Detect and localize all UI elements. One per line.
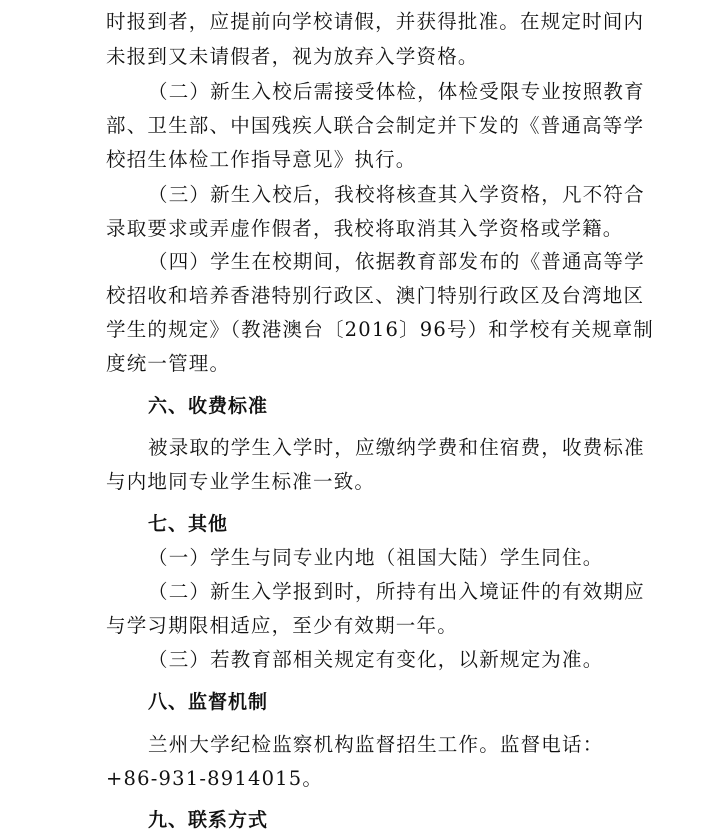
paragraph-line: 部、卫生部、中国残疾人联合会制定并下发的《普通高等学 — [106, 114, 645, 137]
section-heading-supervision: 八、监督机制 — [148, 691, 269, 713]
phone-number: +86-931-8914015。 — [106, 767, 324, 790]
paragraph-line: （三）若教育部相关规定有变化，以新规定为准。 — [148, 648, 604, 671]
paragraph-line: 录取要求或弄虚作假者，我校将取消其入学资格或学籍。 — [106, 217, 624, 240]
paragraph-line: 被录取的学生入学时，应缴纳学费和住宿费，收费标准 — [148, 436, 645, 459]
paragraph-line: （一）学生与同专业内地（祖国大陆）学生同住。 — [148, 546, 604, 569]
paragraph-line: （二）新生入校后需接受体检，体检受限专业按照教育 — [148, 80, 645, 103]
paragraph-line: 度统一管理。 — [106, 352, 231, 375]
paragraph-line: 与学习期限相适应，至少有效期一年。 — [106, 614, 458, 637]
paragraph-line: 校招生体检工作指导意见》执行。 — [106, 148, 417, 171]
paragraph-line: （四）学生在校期间，依据教育部发布的《普通高等学 — [148, 250, 645, 273]
paragraph-line: 与内地同专业学生标准一致。 — [106, 470, 376, 493]
paragraph-line: 学生的规定》（教港澳台〔2016〕96号）和学校有关规章制 — [106, 318, 654, 341]
paragraph-line: 未报到又未请假者，视为放弃入学资格。 — [106, 45, 479, 68]
paragraph-line: 校招收和培养香港特别行政区、澳门特别行政区及台湾地区 — [106, 284, 645, 307]
paragraph-line: （三）新生入校后，我校将核查其入学资格，凡不符合 — [148, 183, 645, 206]
section-heading-other: 七、其他 — [148, 513, 229, 535]
section-heading-fees: 六、收费标准 — [148, 395, 269, 417]
paragraph-line: 兰州大学纪检监察机构监督招生工作。监督电话： — [148, 733, 604, 756]
section-heading-contact: 九、联系方式 — [148, 809, 269, 831]
paragraph-line: （二）新生入学报到时，所持有出入境证件的有效期应 — [148, 580, 645, 603]
paragraph-line: 时报到者，应提前向学校请假，并获得批准。在规定时间内 — [106, 10, 645, 33]
